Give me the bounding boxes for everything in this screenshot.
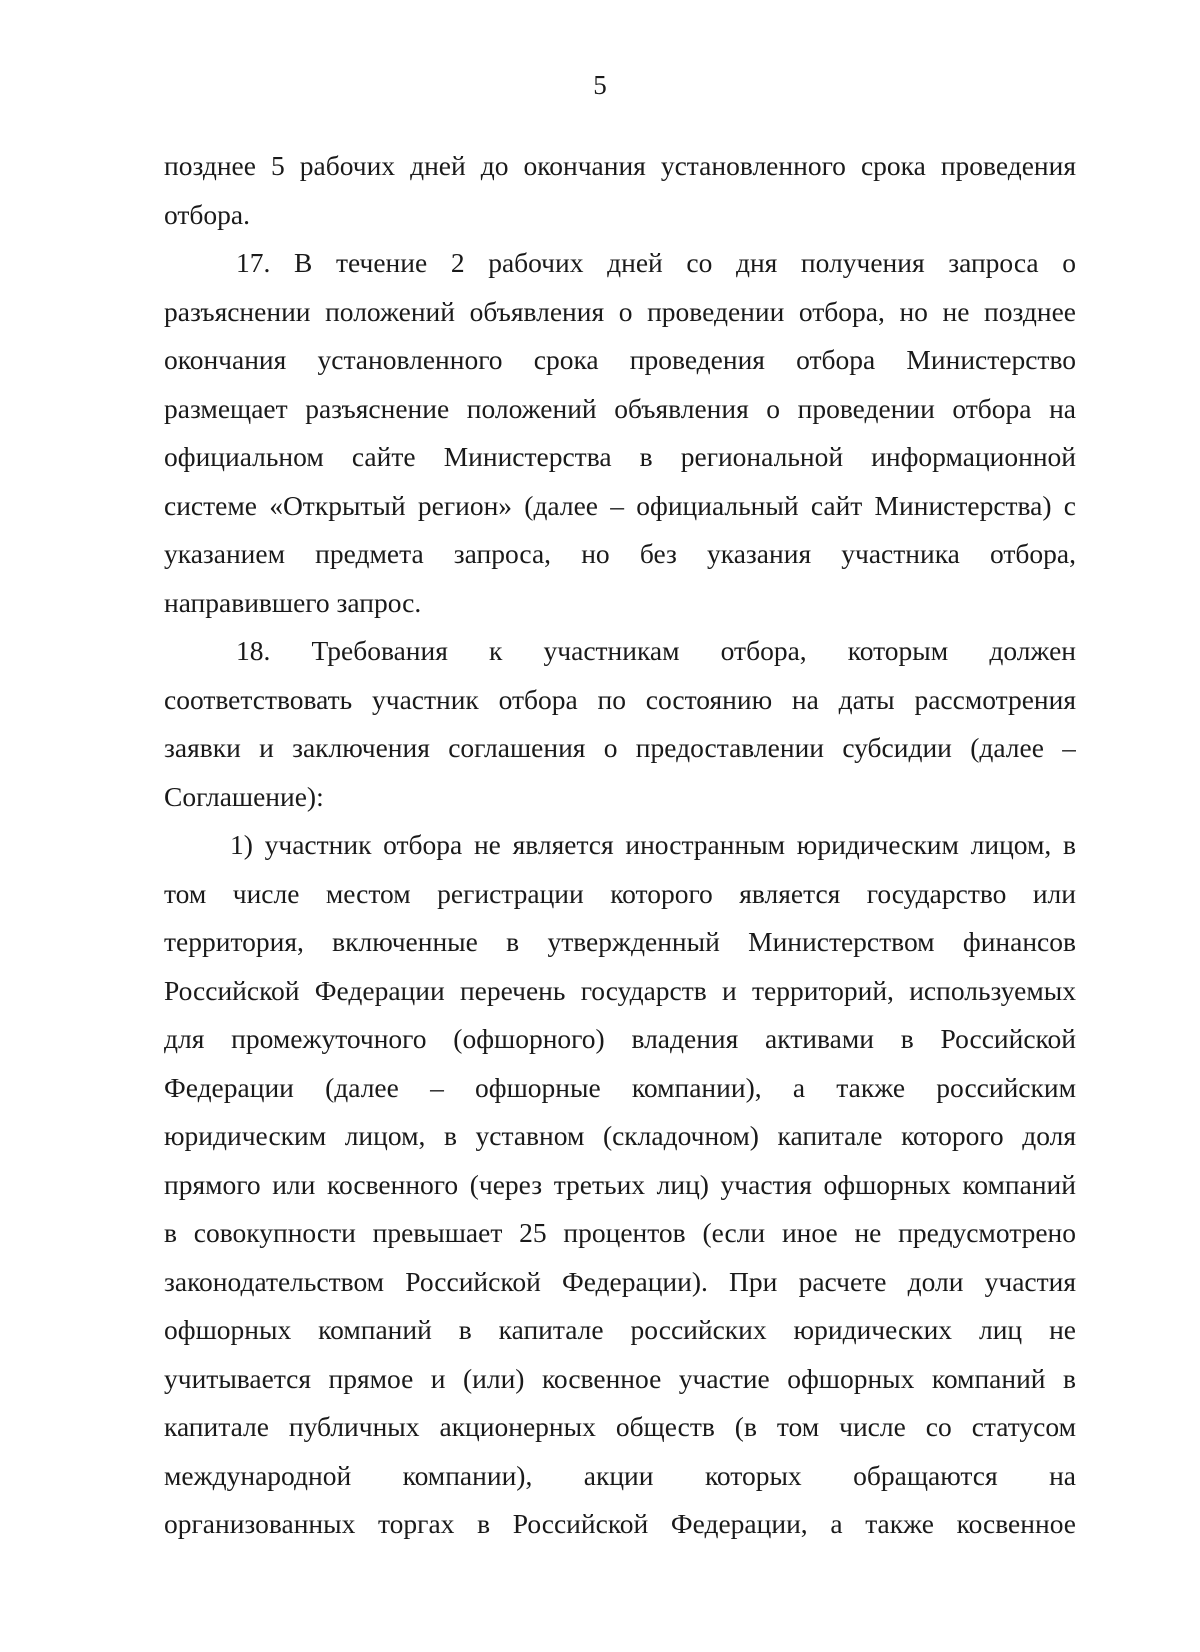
document-body [164, 142, 1076, 1549]
text-line: для промежуточного (офшорного) владения активами в Российской [164, 1023, 1076, 1054]
text-line: организованных торгах в Российской Федерации, а также косвенное [164, 1508, 1076, 1539]
text-line: указанием предмета запроса, но без указания участника отбора, [164, 538, 1076, 569]
text-line: соответствовать участник отбора по состоянию на даты рассмотрения [164, 683, 1076, 715]
text-line: разъяснении положений объявления о проведении отбора, но не позднее [164, 295, 1076, 327]
text-line: 1) участник отбора не является иностранным юридическим лицом, в [230, 829, 1076, 860]
text-line: Российской Федерации перечень государств и территорий, используемых [164, 974, 1076, 1006]
text-line: Соглашение): [164, 780, 324, 812]
text-line: территория, включенные в утвержденный Министерством финансов [164, 926, 1076, 957]
text-line: учитывается прямое и (или) косвенное участие офшорных компаний в [164, 1362, 1076, 1394]
text-line: международной компании), акции которых обращаются на [164, 1459, 1076, 1491]
text-line: том числе местом регистрации которого является государство или [164, 877, 1076, 909]
text-line: размещает разъяснение положений объявления о проведении отбора на [164, 392, 1076, 424]
text-line: 18. Требования к участникам отбора, которым должен [236, 635, 1076, 666]
text-line: позднее 5 рабочих дней до окончания установленного срока проведения [164, 150, 1076, 181]
text-line: официальном сайте Министерства в региональной информационной [164, 441, 1076, 472]
text-line: системе «Открытый регион» (далее – официальный сайт Министерства) с [164, 489, 1076, 521]
text-line: заявки и заключения соглашения о предоставлении субсидии (далее – [164, 732, 1076, 763]
text-line: 17. В течение 2 рабочих дней со дня получения запроса о [236, 247, 1076, 278]
text-line: окончания установленного срока проведения отбора Министерство [164, 344, 1076, 375]
text-line: законодательством Российской Федерации). При расчете доли участия [164, 1265, 1076, 1297]
text-line: капитале публичных акционерных обществ (в том числе со статусом [164, 1411, 1076, 1442]
text-line: прямого или косвенного (через третьих лиц) участия офшорных компаний [164, 1168, 1076, 1200]
text-line: Федерации (далее – офшорные компании), а также российским [164, 1071, 1076, 1103]
text-line: отбора. [164, 198, 250, 230]
text-line: офшорных компаний в капитале российских юридических лиц не [164, 1314, 1076, 1345]
text-line: в совокупности превышает 25 процентов (если иное не предусмотрено [164, 1217, 1076, 1248]
text-line: юридическим лицом, в уставном (складочном) капитале которого доля [164, 1120, 1076, 1151]
page-number: 5 [593, 70, 607, 100]
text-line: направившего запрос. [164, 586, 422, 618]
